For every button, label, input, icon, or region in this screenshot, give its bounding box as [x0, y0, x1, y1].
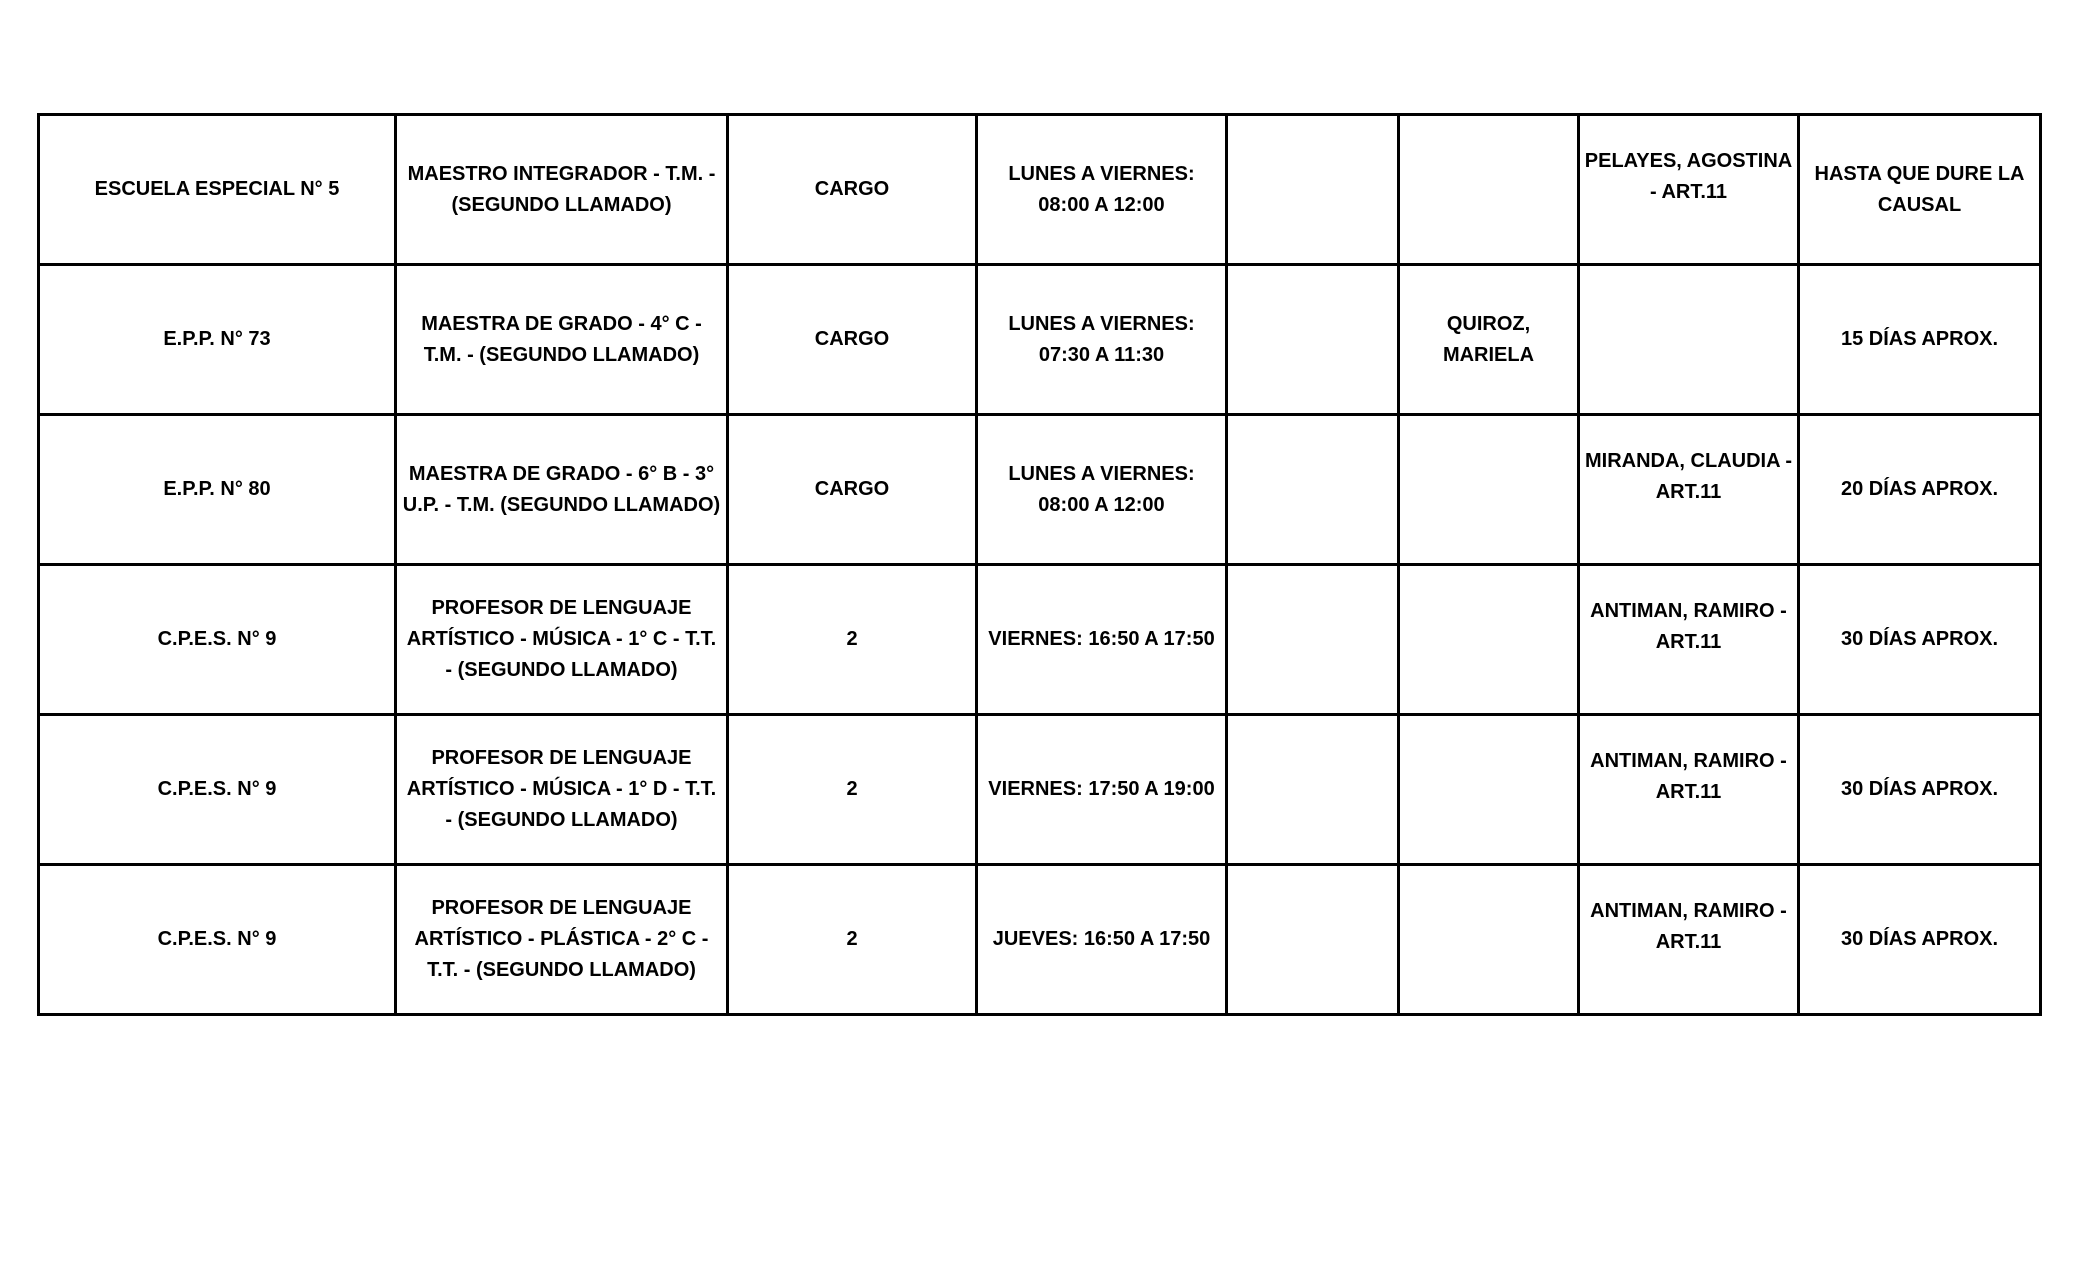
schedule-cell	[977, 715, 1227, 865]
table-row	[39, 865, 2041, 1015]
empty-cell	[1227, 865, 1399, 1015]
replaced-name: PELAYES, AGOSTINA - ART.11	[1584, 149, 1793, 203]
duration-value: 15 DÍAS APROX.	[1840, 328, 1999, 350]
table-row	[39, 415, 2041, 565]
school-name: E.P.P. N° 73	[163, 328, 271, 350]
table-row	[39, 265, 2041, 415]
duration-value: 30 DÍAS APROX.	[1840, 928, 1999, 950]
duration-value: 30 DÍAS APROX.	[1840, 778, 1999, 800]
schedule-value: LUNES A VIERNES: 07:30 A 11:30	[1008, 312, 1195, 366]
replaced-cell	[1579, 265, 1799, 415]
position-name: PROFESOR DE LENGUAJE ARTÍSTICO - PLÁSTICA - 2° C - T.T. - (SEGUNDO LLAMADO)	[414, 897, 709, 981]
duration-cell	[1799, 115, 2041, 265]
schedule-value: LUNES A VIERNES: 08:00 A 12:00	[1008, 462, 1195, 516]
replaced-cell	[1579, 865, 1799, 1015]
schedule-value: LUNES A VIERNES: 08:00 A 12:00	[1008, 162, 1195, 216]
duration-cell	[1799, 715, 2041, 865]
duration-cell	[1799, 415, 2041, 565]
hours-value: 2	[846, 778, 858, 800]
duration-cell	[1799, 265, 2041, 415]
duration-cell	[1799, 565, 2041, 715]
empty-cell	[1227, 115, 1399, 265]
school-cell	[39, 715, 396, 865]
schedule-value: VIERNES: 17:50 A 19:00	[988, 778, 1215, 800]
school-cell	[39, 115, 396, 265]
school-name: E.P.P. N° 80	[163, 478, 271, 500]
replaced-name: ANTIMAN, RAMIRO - ART.11	[1590, 899, 1787, 953]
hours-cell	[728, 715, 977, 865]
hours-value: 2	[846, 928, 858, 950]
schedule-cell	[977, 565, 1227, 715]
hours-value: CARGO	[814, 478, 890, 500]
position-name: MAESTRA DE GRADO - 6° B - 3° U.P. - T.M. (SEGUNDO LLAMADO)	[402, 462, 721, 516]
duration-value: HASTA QUE DURE LA CAUSAL	[1814, 162, 2025, 216]
hours-value: 2	[846, 628, 858, 650]
replaced-cell	[1579, 115, 1799, 265]
table-row	[39, 565, 2041, 715]
position-cell	[396, 415, 728, 565]
duration-value: 20 DÍAS APROX.	[1840, 478, 1999, 500]
position-cell	[396, 265, 728, 415]
table-body	[39, 115, 2041, 1015]
position-cell	[396, 865, 728, 1015]
schedule-value: VIERNES: 16:50 A 17:50	[988, 628, 1215, 650]
school-name: C.P.E.S. N° 9	[157, 778, 277, 800]
hours-cell	[728, 565, 977, 715]
holder-cell	[1399, 565, 1579, 715]
position-name: MAESTRO INTEGRADOR - T.M. - (SEGUNDO LLAMADO)	[407, 162, 716, 216]
empty-cell	[1227, 565, 1399, 715]
school-name: ESCUELA ESPECIAL N° 5	[94, 178, 340, 200]
hours-cell	[728, 415, 977, 565]
school-name: C.P.E.S. N° 9	[157, 928, 277, 950]
holder-cell	[1399, 865, 1579, 1015]
table-row	[39, 715, 2041, 865]
school-cell	[39, 565, 396, 715]
replaced-cell	[1579, 715, 1799, 865]
holder-cell	[1399, 415, 1579, 565]
position-cell	[396, 715, 728, 865]
position-cell	[396, 565, 728, 715]
duration-cell	[1799, 865, 2041, 1015]
position-name: MAESTRA DE GRADO - 4° C - T.M. - (SEGUNDO LLAMADO)	[421, 312, 702, 366]
school-cell	[39, 865, 396, 1015]
replaced-cell	[1579, 565, 1799, 715]
holder-cell	[1399, 265, 1579, 415]
replaced-cell	[1579, 415, 1799, 565]
hours-value: CARGO	[814, 178, 890, 200]
schedule-cell	[977, 415, 1227, 565]
empty-cell	[1227, 415, 1399, 565]
school-cell	[39, 265, 396, 415]
schedule-cell	[977, 865, 1227, 1015]
position-name: PROFESOR DE LENGUAJE ARTÍSTICO - MÚSICA - 1° C - T.T. - (SEGUNDO LLAMADO)	[406, 597, 717, 681]
hours-value: CARGO	[814, 328, 890, 350]
schedule-value: JUEVES: 16:50 A 17:50	[992, 928, 1211, 950]
hours-cell	[728, 865, 977, 1015]
holder-cell	[1399, 715, 1579, 865]
vacancies-table	[37, 113, 2042, 1016]
school-cell	[39, 415, 396, 565]
schedule-cell	[977, 115, 1227, 265]
duration-value: 30 DÍAS APROX.	[1840, 628, 1999, 650]
table-row	[39, 115, 2041, 265]
empty-cell	[1227, 715, 1399, 865]
holder-name: QUIROZ, MARIELA	[1442, 312, 1535, 366]
replaced-name: ANTIMAN, RAMIRO - ART.11	[1590, 749, 1787, 803]
position-name: PROFESOR DE LENGUAJE ARTÍSTICO - MÚSICA - 1° D - T.T. - (SEGUNDO LLAMADO)	[406, 747, 717, 831]
hours-cell	[728, 115, 977, 265]
holder-cell	[1399, 115, 1579, 265]
schedule-cell	[977, 265, 1227, 415]
hours-cell	[728, 265, 977, 415]
replaced-name: MIRANDA, CLAUDIA - ART.11	[1584, 449, 1792, 503]
empty-cell	[1227, 265, 1399, 415]
school-name: C.P.E.S. N° 9	[157, 628, 277, 650]
replaced-name: ANTIMAN, RAMIRO - ART.11	[1590, 599, 1787, 653]
position-cell	[396, 115, 728, 265]
